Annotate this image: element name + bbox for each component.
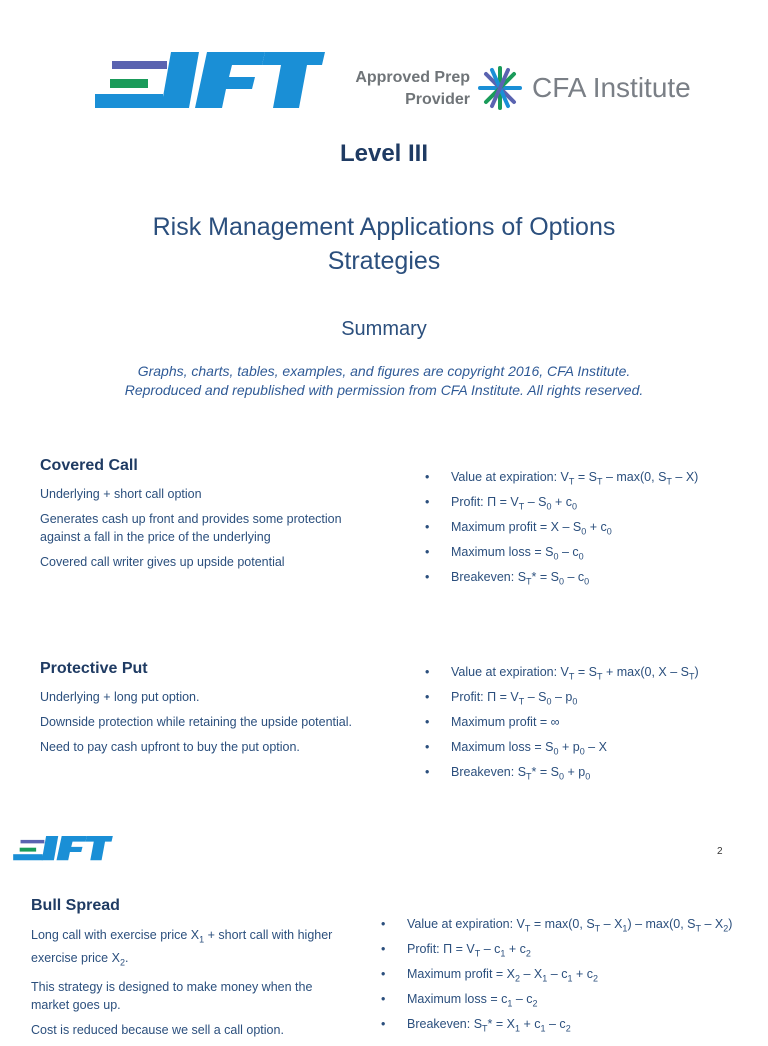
bull-spread-desc-1: Long call with exercise price $X_1$ + short call with higher exercise price $X_2$. [31, 928, 333, 967]
bull-spread-formulas [381, 915, 761, 1040]
covered-call-formulas [425, 468, 755, 593]
protective-put-desc-2: Downside protection while retaining the upside potential. [40, 715, 352, 729]
formula-item: • Value at expiration: $V_T = \max(0$, $S_T - X_1) - \max(0$, $S_T - X_2$) [381, 915, 761, 940]
formula-item: • Profit: $\Pi = V_T - S_0 + c_0$ [425, 493, 755, 518]
level-title: Level III [339, 140, 429, 167]
page-title-line-1: Risk Management Applications of Options [152, 213, 616, 241]
cfa-globe-icon [476, 64, 524, 112]
protective-put-desc-3: Need to pay cash upfront to buy the put option. [40, 740, 300, 754]
formula-item: • Profit: $\Pi = V_T - c_1 + c_2$ [381, 940, 761, 965]
covered-call-description [40, 485, 375, 578]
covered-call-desc-3: Covered call writer gives up upside potential [40, 555, 285, 569]
formula-item: • Value at expiration: $V_T = S_T + \max(0$, X – $S_T$) [425, 663, 755, 688]
bull-spread-desc-3: Cost is reduced because we sell a call option. [31, 1023, 284, 1037]
formula-item: • Breakeven: $S_T* = S_0 - c_0$ [425, 568, 755, 593]
formula-item: • Breakeven: $S_T* = X_1 + c_1 - c_2$ [381, 1015, 761, 1040]
page-title [0, 210, 768, 278]
approved-prep-text [340, 67, 470, 111]
formula-item: • Maximum profit = $X_2 - X_1 - c_1 + c_2$ [381, 965, 761, 990]
copyright-note [0, 362, 768, 400]
page-title-line-2: Strategies [327, 247, 441, 275]
covered-call-desc-1: Underlying + short call option [40, 487, 202, 501]
copyright-line-1: Graphs, charts, tables, examples, and figures are copyright 2016, CFA Institute. [137, 363, 631, 379]
summary-heading: Summary [341, 318, 427, 340]
ift-small-logo [12, 836, 114, 862]
cfa-institute-text: CFA Institute [532, 72, 691, 103]
formula-item: • Maximum loss = $S_0 + p_0 - X$ [425, 738, 755, 763]
protective-put-title: Protective Put [40, 660, 148, 677]
approved-line-2: Provider [405, 91, 470, 108]
page-number: 2 [717, 846, 723, 857]
bull-spread-title: Bull Spread [31, 897, 120, 914]
formula-item: • Maximum profit = $X - S_0 + c_0$ [425, 518, 755, 543]
bull-spread-desc-2: This strategy is designed to make money when the market goes up. [31, 980, 313, 1012]
formula-item: • Profit: $\Pi = V_T - S_0 - p_0$ [425, 688, 755, 713]
covered-call-title: Covered Call [40, 457, 138, 474]
protective-put-description [40, 688, 400, 763]
protective-put-desc-1: Underlying + long put option. [40, 690, 200, 704]
protective-put-formulas [425, 663, 755, 788]
approved-line-1: Approved Prep [355, 69, 470, 86]
bull-spread-description [31, 926, 341, 1046]
copyright-line-2: Reproduced and republished with permission from CFA Institute. All rights reserved. [124, 382, 644, 398]
covered-call-desc-2: Generates cash up front and provides some protection against a fall in the price of the underlying [40, 512, 342, 544]
formula-item: • Breakeven: $S_T* = S_0 + p_0$ [425, 763, 755, 788]
formula-item: • Maximum loss = $S_0 - c_0$ [425, 543, 755, 568]
ift-logo [95, 52, 325, 112]
formula-item: • Value at expiration: $V_T = S_T - \max(0$, $S_T - X$) [425, 468, 755, 493]
formula-item: • Maximum loss = $c_1 - c_2$ [381, 990, 761, 1015]
formula-item: • Maximum profit = ∞ [425, 713, 755, 738]
